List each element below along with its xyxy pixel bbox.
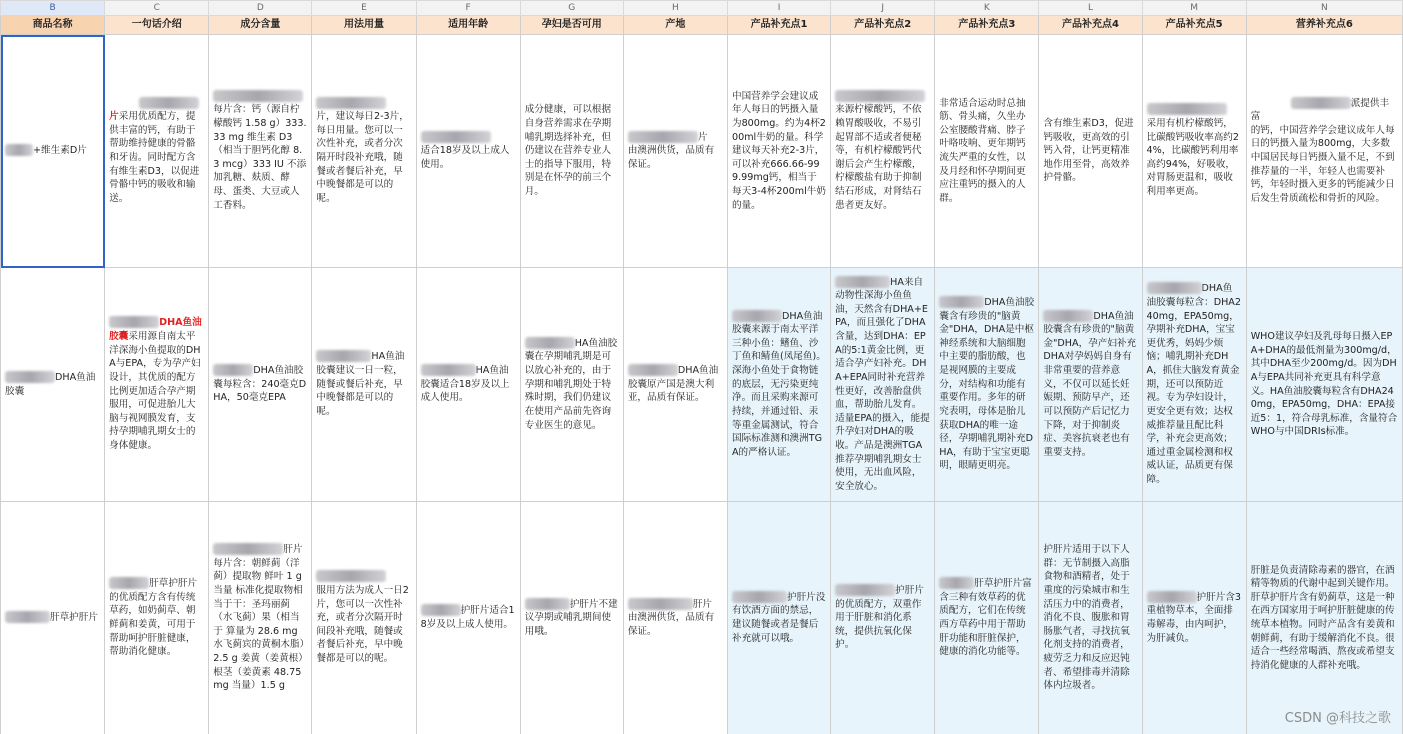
column-letter-n[interactable]: N (1246, 1, 1402, 16)
redacted-mark (139, 97, 199, 109)
column-letter-f[interactable]: F (416, 1, 520, 16)
redacted-mark (835, 276, 890, 288)
pregnant-text: HA鱼油胶囊在孕期哺乳期是可以放心补充的，由于孕期和哺乳期处于特殊时期，我们仍建议在使用产品前先咨询专业医生的意见。 (524, 337, 618, 431)
origin-tail: 片 (697, 131, 708, 143)
redacted-mark (628, 364, 678, 376)
header-ingredients[interactable]: 成分含量 (209, 16, 312, 35)
cell-point-2[interactable] (831, 502, 935, 734)
ingredients-text: 每片含：钙（源自柠檬酸钙 1.58 g）333.33 mg 维生素 D3（相当于胆钙化醇 8.3 mcg）333 IU 不添加乳糖、麸质、酵母、蛋类、大豆或人工香料。 (213, 104, 307, 211)
cell-age[interactable] (416, 268, 520, 502)
redacted-mark (213, 364, 253, 376)
redacted-mark (213, 543, 283, 555)
column-letter-h[interactable]: H (623, 1, 727, 16)
nutrition-6-text: 肝脏是负责清除毒素的器官，在酒精等物质的代谢中起到关键作用。肝草护肝片含有奶蓟草，这是一种在西方国家用于呵护肝脏健康的传统草本植物。同时产品含有姜黄和朝鲜蓟，有助于缓解消化不良。很适合一些经常喝酒、熬夜或希望支持消化健康的人群补充哦。 (1250, 564, 1395, 671)
cell-point-1[interactable] (727, 268, 830, 502)
cell-point-5[interactable] (1142, 502, 1246, 734)
cell-ingredients[interactable] (209, 35, 312, 268)
nutrition-6-text: WHO建议孕妇及乳母每日摄入EPA+DHA的最低剂量为300mg/d，其中DHA至少200mg/d。因为DHA与EPA共同补充更具有科学意义。HA鱼油胶囊每粒含有DHA240mg，EPA50mg，DHA：EPA接近5：1，符合母乳标准，含量符合WHO与中国DRIs标准。 (1250, 331, 1398, 438)
column-letter-j[interactable]: J (831, 1, 935, 16)
pregnant-text: 成分健康，可以根据自身营养需求在孕期哺乳期选择补充，但仍建议在营养专业人士的指导下服用，特别是在怀孕的前三个月。 (524, 104, 612, 198)
product-name-text: +维生素D片 (33, 145, 87, 157)
cell-nutrition-6[interactable] (1246, 502, 1402, 734)
point-4-text: DHA鱼油胶囊含有珍贵的"脑黄金"DHA，孕产妇补充DHA对孕妈妈自身有非常重要的营养意义，不仅可以延长妊娠期、预防早产，还可以预防产后记忆力下降，对于抑制炎症、美容抗衰老也有重要支持。 (1043, 310, 1137, 458)
cell-pregnant[interactable] (520, 268, 623, 502)
header-point-3[interactable]: 产品补充点3 (935, 16, 1039, 35)
intro-highlight: DHA鱼油胶囊 (109, 317, 202, 343)
point-5-text: 护肝片含3重植物草本，全面排毒解毒，由内呵护，为肝减负。 (1146, 591, 1242, 644)
header-intro[interactable]: 一句话介绍 (105, 16, 209, 35)
redacted-mark (316, 350, 371, 362)
cell-point-4[interactable] (1039, 502, 1142, 734)
redacted-mark (939, 577, 974, 589)
header-point-4[interactable]: 产品补充点4 (1039, 16, 1142, 35)
cell-point-1[interactable] (727, 35, 830, 268)
table-row (1, 35, 1403, 268)
cell-point-3[interactable] (935, 268, 1039, 502)
redacted-mark (1147, 103, 1227, 115)
redacted-mark (1147, 591, 1197, 603)
redacted-mark (939, 296, 984, 308)
redacted-mark (421, 364, 476, 376)
nutrition-6-tail: 派提供丰富 (1250, 97, 1390, 123)
redacted-mark (732, 310, 782, 322)
cell-point-5[interactable] (1142, 268, 1246, 502)
origin-text: 由澳洲供货，品质有保证。 (627, 612, 715, 637)
redacted-mark (525, 598, 570, 610)
header-point-5[interactable]: 产品补充点5 (1142, 16, 1246, 35)
column-letter-g[interactable]: G (520, 1, 623, 16)
cell-origin[interactable] (623, 268, 727, 502)
usage-text: 服用方法为成人一日2片，您可以一次性补充，或者分次隔开时间段补充哦，随餐或者餐后补充，早中晚餐都是可以的呢。 (316, 584, 409, 665)
redacted-mark (316, 97, 386, 109)
cell-pregnant[interactable] (520, 502, 623, 734)
point-2-text: HA来自动物性深海小鱼鱼油，天然含有DHA+EPA，而且强化了DHA含量，达到DHA：EPA的5:1黄金比例，更适合孕产妇补充。DHA+EPA同时补充营养性更好，改善胎盘供血，帮助胎儿发育。适量EPA的摄入，能提升孕妇对DHA的吸收。产品是澳洲TGA推荐孕期哺乳期女士使用，无出血风险，安全放心。 (835, 276, 930, 492)
origin-tail: 肝片 (692, 598, 713, 610)
header-age[interactable]: 适用年龄 (416, 16, 520, 35)
header-point-1[interactable]: 产品补充点1 (727, 16, 830, 35)
cell-origin[interactable] (623, 35, 727, 268)
usage-text: 片，建议每日2-3片，每日用量。您可以一次性补充，或者分次隔开时段补充哦，随餐或者餐后补充，早中晚餐都是可以的呢。 (316, 111, 409, 204)
cell-product-name[interactable] (1, 502, 105, 734)
point-3-text: DHA鱼油胶囊含有珍贵的"脑黄金"DHA，DHA是中枢神经系统和大脑细胞中主要的脂肪酸，也是视网膜的主要成分，对结构和功能有重要作用。多年的研究表明，母体是胎儿获取DHA的唯一途径，孕期哺乳期补充DHA，有助于宝宝更聪明，眼睛更明亮。 (939, 297, 1035, 472)
cell-usage[interactable] (312, 35, 416, 268)
redacted-mark (628, 598, 693, 610)
intro-highlight: 片 (109, 111, 119, 123)
redacted-mark (5, 611, 50, 623)
redacted-mark (5, 144, 33, 156)
cell-ingredients[interactable] (209, 502, 312, 734)
header-row (1, 16, 1403, 35)
product-name-text: 肝草护肝片 (50, 612, 98, 624)
redacted-mark (1043, 310, 1093, 322)
cell-nutrition-6[interactable] (1246, 268, 1402, 502)
point-5-text: 采用有机柠檬酸钙，比碳酸钙吸收率高约24%，比碳酸钙利用率高约94%，好吸收，对胃肠更温和，吸收利用率更高。 (1146, 117, 1239, 198)
point-1-text: 中国营养学会建议成年人每日的钙摄入量为800mg。约为4杯200ml牛奶的量。科学建议每天补充2-3片，可以补充666.66-999.99mg钙，相当于每天3-4杯200ml牛奶的量。 (731, 90, 826, 211)
cell-intro[interactable] (105, 502, 209, 734)
cell-point-4[interactable] (1039, 268, 1142, 502)
column-letter-l[interactable]: L (1039, 1, 1142, 16)
cell-product-name[interactable] (1, 268, 105, 502)
origin-text: 胶囊原产国是澳大利亚，品质有保证。 (627, 378, 715, 404)
point-1-text: 护肝片没有饮酒方面的禁忌，建议随餐或者是餐后补充就可以哦。 (731, 591, 826, 644)
redacted-mark (628, 131, 698, 143)
point-4-text: 护肝片适用于以下人群：无节制摄入高脂食物和酒精者，处于重度的污染城市和生活压力中的消费者，消化不良、腹胀和胃肠胀气者，寻找抗氧化剂支持的消费者，疲劳乏力和反应迟钝者、希望排毒并清除体内垃圾者。 (1043, 544, 1130, 692)
cell-nutrition-6[interactable] (1246, 35, 1402, 268)
intro-text: 采用源自南太平洋深海小鱼提取的DHA与EPA，专为孕产妇设计，其优质的配方比例更加适合孕产期服用，可促进胎儿大脑与视网膜发育，支持孕期哺乳期女士的身体健康。 (109, 331, 201, 451)
point-2-text: 护肝片的优质配方，双重作用于肝脏和消化系统，提供抗氧化保护。 (835, 584, 924, 651)
cell-point-2[interactable] (831, 268, 935, 502)
cell-origin[interactable] (623, 502, 727, 734)
column-letter-e[interactable]: E (312, 1, 416, 16)
pregnant-text: 护肝片不建议孕期或哺乳期间使用哦。 (524, 598, 618, 637)
point-4-text: 含有维生素D3，促进钙吸收，更高效的引钙入骨，让钙更精准地作用至骨，高效养护骨骼。 (1043, 117, 1134, 184)
redacted-mark (5, 371, 55, 383)
column-letter-m[interactable]: M (1142, 1, 1246, 16)
watermark: CSDN @科技之歌 (1284, 711, 1391, 726)
point-5-text: DHA鱼油胶囊每粒含：DHA240mg，EPA50mg，孕期补充DHA，宝宝更优秀，妈妈少烦恼；哺乳期补充DHA，抓住大脑发育黄金期，还可以预防近视。专为孕妇设计，更安全更有效；达权威推荐量且配比科学，补充会更高效；通过重金属检测和权威认证，品质更有保障。 (1146, 283, 1241, 485)
redacted-mark (1291, 97, 1351, 109)
redacted-mark (835, 90, 925, 102)
cell-product-name[interactable] (1, 35, 105, 268)
cell-point-3[interactable] (935, 502, 1039, 734)
cell-usage[interactable] (312, 268, 416, 502)
cell-point-1[interactable] (727, 502, 830, 734)
origin-text: 由澳洲供货，品质有保证。 (627, 145, 715, 170)
redacted-mark (421, 604, 461, 616)
point-1-text: DHA鱼油胶囊来源于南太平洋三种小鱼：鳍鱼、沙丁鱼和鲭鱼(凤尾鱼)。深海小鱼处于食物链的底层，无污染更纯净。而且采购来源可持续，并通过铅、汞等重金属测试，符合国际标准测和澳洲TGA的严格认证。 (731, 310, 826, 458)
age-text: 适合18岁及以上成人使用。 (420, 145, 510, 170)
cell-point-4[interactable] (1039, 35, 1142, 268)
redacted-mark (1147, 282, 1202, 294)
table-row (1, 502, 1403, 734)
redacted-mark (213, 90, 303, 102)
product-name-text: DHA鱼油胶囊 (5, 371, 96, 397)
cell-intro[interactable] (105, 268, 209, 502)
header-nutrition-6[interactable]: 营养补充点6 (1246, 16, 1402, 35)
redacted-mark (109, 577, 149, 589)
redacted-mark (835, 584, 895, 596)
ingredients-text: 肝片 每片含：朝鲜蓟（洋蓟）提取物 鲜叶 1 g 当量 标准化提取物相当于干：圣玛丽蓟（水飞蓟）果（相当于 算量为 28.6 mg 水飞蓟宾的黄桐木脂）2.5 g 姜黄（姜黄根）根茎（姜黄素 48.75 mg 当量）1.5 g (213, 544, 305, 692)
usage-text: HA鱼油胶囊建议一日一粒，随餐或餐后补充，早中晚餐都是可以的呢。 (316, 351, 405, 417)
column-letter-d[interactable]: D (209, 1, 312, 16)
cell-age[interactable] (416, 502, 520, 734)
redacted-mark (316, 570, 386, 582)
cell-point-2[interactable] (831, 35, 935, 268)
cell-age[interactable] (416, 35, 520, 268)
column-letter-i[interactable]: I (727, 1, 830, 16)
header-usage[interactable]: 用法用量 (312, 16, 416, 35)
ingredients-text: DHA鱼油胶囊每粒含：240毫克DHA，50毫克EPA (213, 365, 307, 404)
column-letter-c[interactable]: C (105, 1, 209, 16)
point-3-text: 非常适合运动时总抽筋、骨头痛，久坐办公室腰酸背痛、脖子叶咯吱响、更年期钙流失严重的女性，以及月经和怀孕期间更应注重钙的摄入的人群。 (939, 97, 1026, 204)
cell-usage[interactable] (312, 502, 416, 734)
origin-tail: DHA鱼油 (677, 365, 719, 377)
column-letters-row (1, 1, 1403, 16)
cell-ingredients[interactable] (209, 268, 312, 502)
redacted-mark (109, 316, 159, 328)
redacted-mark (421, 131, 491, 143)
header-product-name[interactable]: 商品名称 (1, 16, 105, 35)
age-text: 护肝片适合18岁及以上成人使用。 (420, 605, 515, 630)
header-point-2[interactable]: 产品补充点2 (831, 16, 935, 35)
nutrition-6-text: 的钙，中国营养学会建议成年人每日的钙摄入量为800mg，大多数中国居民每日钙摄入量不足，不到推荐量的一半，年轻人也需要补钙，年轻时摄入更多的钙能减少日后发生骨质疏松和骨折的风险。 (1250, 124, 1395, 204)
point-2-text: 来源柠檬酸钙，不依赖胃酸吸收，不易引起胃部不适或者便秘等，有机柠檬酸钙代谢后会产生柠檬酸，柠檬酸盐有助于抑制结石形成，对肾结石患者更友好。 (835, 104, 922, 211)
redacted-mark (525, 337, 575, 349)
column-letter-b[interactable]: B (1, 1, 105, 16)
intro-text: 采用优质配方，提供丰富的钙，有助于帮助维持健康的骨骼和牙齿。同时配方含有维生素D3，以促进骨骼中钙的吸收和输送。 (109, 111, 200, 204)
table-row (1, 268, 1403, 502)
age-text: HA鱼油胶囊适合18岁及以上成人使用。 (420, 365, 510, 404)
cell-pregnant[interactable] (520, 35, 623, 268)
header-pregnant[interactable]: 孕妇是否可用 (520, 16, 623, 35)
redacted-mark (732, 591, 787, 603)
intro-text: 肝草护肝片的优质配方含有传统草药，如奶蓟草、朝鲜蓟和姜黄，可用于帮助呵护肝脏健康，帮助消化健康。 (109, 578, 198, 658)
cell-point-3[interactable] (935, 35, 1039, 268)
column-letter-k[interactable]: K (935, 1, 1039, 16)
point-3-text: 肝草护肝片富含三种有效草药的优质配方，它们在传统西方草药中用于帮助肝功能和肝脏保护，健康的消化功能等。 (939, 578, 1032, 658)
cell-point-5[interactable] (1142, 35, 1246, 268)
header-origin[interactable]: 产地 (623, 16, 727, 35)
cell-intro[interactable] (105, 35, 209, 268)
